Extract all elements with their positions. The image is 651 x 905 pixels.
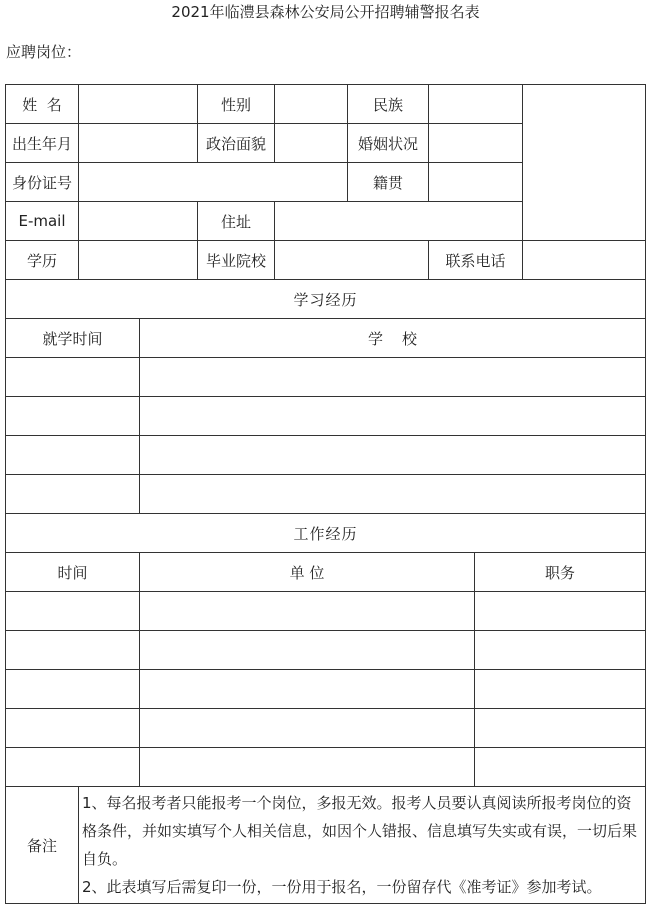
study-col-time: 就学时间 xyxy=(6,319,140,358)
political-input-cell[interactable] xyxy=(275,124,348,163)
gender-input-cell[interactable] xyxy=(275,85,348,124)
name-label: 姓 名 xyxy=(6,85,79,124)
study-time-cell[interactable] xyxy=(6,358,140,397)
work-col-unit: 单 位 xyxy=(140,553,475,592)
work-row xyxy=(6,748,646,787)
birth-input-cell[interactable] xyxy=(79,124,198,163)
email-input-cell[interactable] xyxy=(79,202,198,241)
study-section-title: 学习经历 xyxy=(6,280,646,319)
form-title: 2021年临澧县森林公安局公开招聘辅警报名表 xyxy=(171,3,480,21)
notes-line-1: 1、每名报考者只能报考一个岗位，多报无效。报考人员要认真阅读所报考岗位的资格条件，并如实填写个人相关信息，如因个人错报、信息填写失实或有误，一切后果自负。 xyxy=(82,794,638,868)
phone-input-cell[interactable] xyxy=(523,241,646,280)
id-number-label: 身份证号 xyxy=(6,163,79,202)
school-grad-input-cell[interactable] xyxy=(275,241,429,280)
education-label: 学历 xyxy=(6,241,79,280)
ethnicity-input-cell[interactable] xyxy=(429,85,523,124)
id-number-input-cell[interactable] xyxy=(79,163,348,202)
study-row xyxy=(6,436,646,475)
work-time-cell[interactable] xyxy=(6,709,140,748)
address-label: 住址 xyxy=(198,202,275,241)
name-input-cell[interactable] xyxy=(79,85,198,124)
work-row xyxy=(6,631,646,670)
education-input-cell[interactable] xyxy=(79,241,198,280)
work-col-time: 时间 xyxy=(6,553,140,592)
school-grad-label: 毕业院校 xyxy=(198,241,275,280)
email-label: E-mail xyxy=(6,202,79,241)
work-time-cell[interactable] xyxy=(6,631,140,670)
study-row xyxy=(6,397,646,436)
political-label: 政治面貌 xyxy=(198,124,275,163)
native-place-input-cell[interactable] xyxy=(429,163,523,202)
work-unit-cell[interactable] xyxy=(140,748,475,787)
notes-content xyxy=(79,787,646,904)
work-role-cell[interactable] xyxy=(475,748,646,787)
work-role-cell[interactable] xyxy=(475,670,646,709)
ethnicity-label: 民族 xyxy=(348,85,429,124)
work-unit-cell[interactable] xyxy=(140,670,475,709)
phone-label: 联系电话 xyxy=(429,241,523,280)
study-school-cell[interactable] xyxy=(140,358,646,397)
work-role-cell[interactable] xyxy=(475,709,646,748)
position-label: 应聘岗位： xyxy=(6,43,82,61)
work-section-title: 工作经历 xyxy=(6,514,646,553)
study-time-cell[interactable] xyxy=(6,397,140,436)
study-row xyxy=(6,358,646,397)
work-time-cell[interactable] xyxy=(6,748,140,787)
photo-cell[interactable] xyxy=(523,85,646,241)
study-col-school: 学 校 xyxy=(140,319,646,358)
work-row xyxy=(6,670,646,709)
study-school-cell[interactable] xyxy=(140,397,646,436)
work-time-cell[interactable] xyxy=(6,670,140,709)
native-place-label: 籍贯 xyxy=(348,163,429,202)
gender-label: 性别 xyxy=(198,85,275,124)
address-input-cell[interactable] xyxy=(275,202,523,241)
marital-input-cell[interactable] xyxy=(429,124,523,163)
work-role-cell[interactable] xyxy=(475,592,646,631)
work-time-cell[interactable] xyxy=(6,592,140,631)
study-row xyxy=(6,475,646,514)
work-unit-cell[interactable] xyxy=(140,592,475,631)
work-unit-cell[interactable] xyxy=(140,709,475,748)
work-col-role: 职务 xyxy=(475,553,646,592)
birth-label: 出生年月 xyxy=(6,124,79,163)
study-time-cell[interactable] xyxy=(6,475,140,514)
study-school-cell[interactable] xyxy=(140,475,646,514)
marital-label: 婚姻状况 xyxy=(348,124,429,163)
study-school-cell[interactable] xyxy=(140,436,646,475)
notes-line-2: 2、此表填写后需复印一份，一份用于报名，一份留存代《准考证》参加考试。 xyxy=(82,878,602,896)
work-role-cell[interactable] xyxy=(475,631,646,670)
work-row xyxy=(6,709,646,748)
work-row xyxy=(6,592,646,631)
work-unit-cell[interactable] xyxy=(140,631,475,670)
notes-label: 备注 xyxy=(6,787,79,904)
study-time-cell[interactable] xyxy=(6,436,140,475)
registration-form-table xyxy=(5,84,646,904)
